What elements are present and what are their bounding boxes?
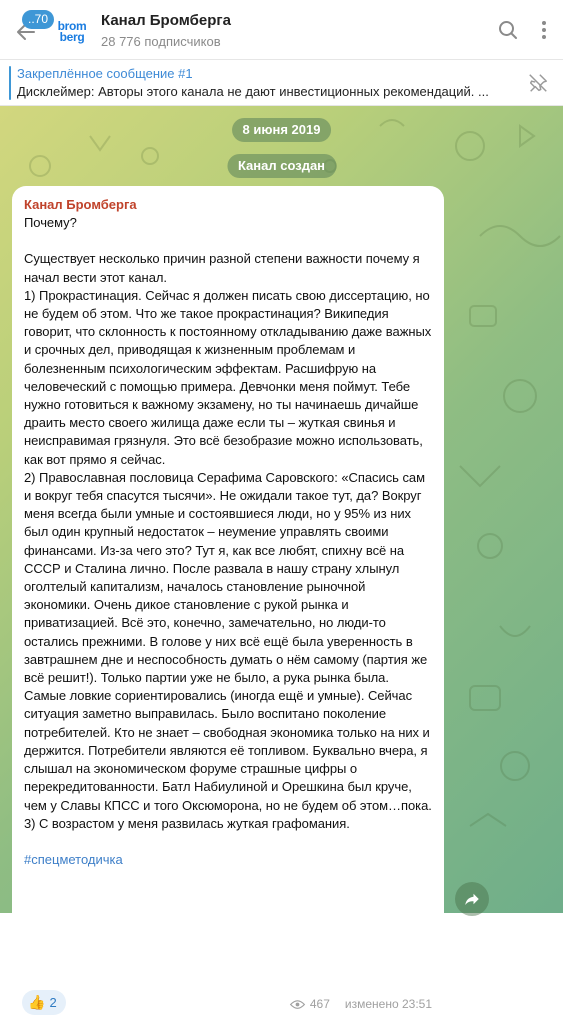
channel-title[interactable]: Канал Бромберга [101, 12, 231, 29]
view-count: 467 [309, 997, 330, 1011]
pinned-text: Дисклеймер: Авторы этого канала не дают инвестиционных рекомендаций. ... [17, 84, 489, 99]
message-author[interactable]: Канал Бромберга [24, 197, 137, 212]
unread-badge: ..70 [22, 10, 54, 29]
service-message: Канал создан [227, 154, 336, 178]
reaction-chip[interactable] [22, 990, 66, 1015]
avatar[interactable] [52, 12, 92, 52]
thumbs-up-icon: 👍 [28, 994, 46, 1010]
hashtag-link[interactable]: #спецметодичка [24, 851, 123, 867]
message-text: Почему? Существует несколько причин разной степени важности почему я начал вести этот канал. 1) Прокрастинация. Сейчас я должен писать свою диссертацию, но не будем об этом. Что же такое прокрастинация? Википедия говорит, что склонность к постоянному откладыванию даже важных и срочных дел, приводящая к жизненным проблемам и болезненным психологическим эффектам. Расшифрую на человеческий с помощью примера. Девчонки меня поймут. Тебе нужно готовиться к важному экзамену, но ты начинаешь дичайше драить место своего жилища даже если ты – жуткая свинья и неисправимая грязнуля. Это всё безобразие можно использовать, как вот прямо я сейчас. 2) Православная пословица Серафима Саровского: «Спасись сам и вокруг тебя спасутся тысячи». Не ожидали такое тут, да? Вокруг меня всегда были умные и состоявшиеся люди, но у 95% из них был один крупный недостаток – неумение управлять своими финансами. Из-за чего это? Тут я, как все любят, спихну всё на СССР и Сталина лично. После развала в нашу страну хлынул оголтелый капитализм, началось становление рыночной экономики. Очень дикое становление с рукой рынка и приватизацией. Всё это, конечно, замечательно, но люди-то остались прежними. В голове у них всё ещё была уверенность в завтрашнем дне и неспособность думать о нём самому (партия же всё решит!). Только партии уже не было, а рука рынка была. Самые ловкие сориентировались (иногда ещё и умные). Сейчас ситуация заметно выправилась. Было воспитано поколение потребителей. Кто не знает – свободная экономика только на них и держится. Потребители являются её топливом. Буквально вчера, я слышал на экономическом форуме страшные цифры о перекредитованности. Батл Набиулиной и Орешкина был круче, чем у Славы КПСС и того Оксюморона, но не будем об этом…пока. 3) С возрастом у меня развилась жуткая графомания. [24, 215, 432, 831]
unpin-button[interactable] [527, 72, 549, 94]
edited-time: изменено 23:51 [344, 997, 432, 1011]
more-button[interactable] [532, 18, 556, 42]
more-icon [532, 18, 556, 42]
unpin-icon [527, 72, 549, 94]
message-meta [290, 997, 432, 1011]
message-bubble[interactable] [12, 186, 444, 1020]
eye-icon [290, 999, 305, 1010]
pinned-title: Закреплённое сообщение #1 [17, 66, 193, 81]
reaction-count: 2 [49, 995, 57, 1010]
search-icon [496, 18, 520, 42]
search-button[interactable] [496, 18, 520, 42]
avatar-text-line2: berg [59, 30, 85, 44]
share-button[interactable] [455, 882, 489, 916]
chat-header [0, 0, 563, 60]
pinned-message-bar[interactable] [0, 60, 563, 106]
subscriber-count: 28 776 подписчиков [101, 34, 221, 49]
pinned-indicator [9, 66, 11, 100]
avatar-text-line1: brom [57, 19, 87, 33]
share-icon [463, 890, 481, 908]
chat-area[interactable] [0, 106, 563, 1011]
date-separator: 8 июня 2019 [232, 118, 332, 142]
